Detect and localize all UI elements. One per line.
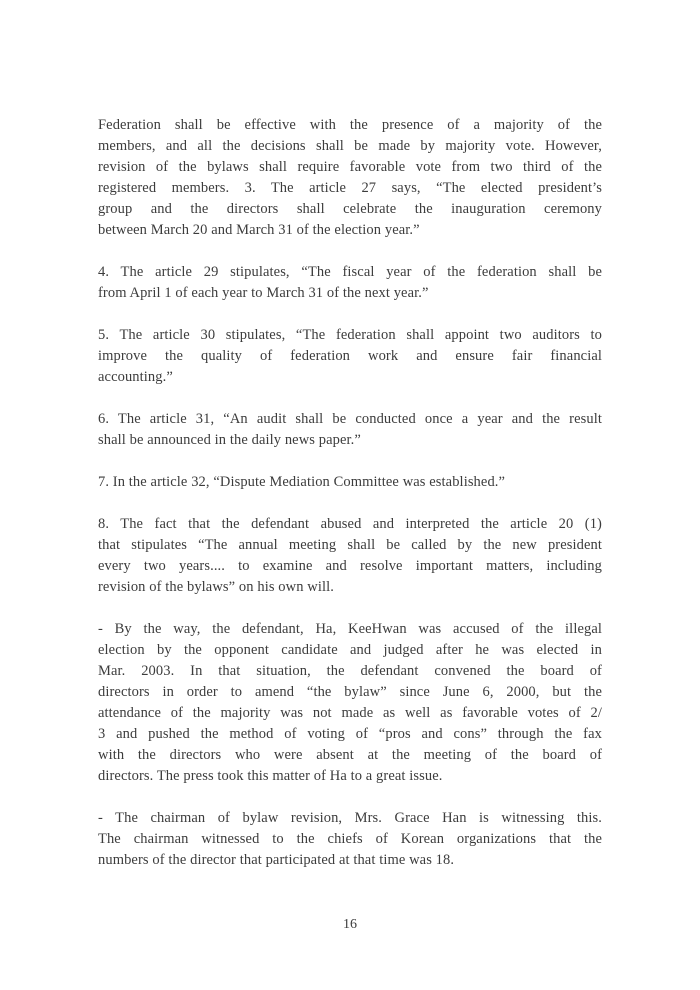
text-line: from April 1 of each year to March 31 of the next year.” — [98, 285, 429, 301]
text-line: improve the quality of federation work and ensure fair financial — [98, 348, 602, 364]
text-line: group and the directors shall celebrate the inauguration ceremony — [98, 201, 602, 217]
text-line: every two years.... to examine and resolve important matters, including — [98, 558, 602, 574]
text-line: revision of the bylaws shall require favorable vote from two third of the — [98, 159, 602, 175]
paragraph — [98, 262, 602, 304]
paragraph — [98, 619, 602, 787]
text-line: - The chairman of bylaw revision, Mrs. Grace Han is witnessing this. — [98, 810, 602, 826]
text-line: election by the opponent candidate and judged after he was elected in — [98, 642, 602, 658]
paragraph — [98, 115, 602, 241]
text-line: accounting.” — [98, 369, 173, 385]
text-line: members, and all the decisions shall be made by majority vote. However, — [98, 138, 602, 154]
text-line: 3 and pushed the method of voting of “pros and cons” through the fax — [98, 726, 602, 742]
text-line: revision of the bylaws” on his own will. — [98, 579, 334, 595]
text-line: with the directors who were absent at the meeting of the board of — [98, 747, 602, 763]
paragraph — [98, 409, 602, 451]
text-line: attendance of the majority was not made as well as favorable votes of 2/ — [98, 705, 602, 721]
text-line: shall be announced in the daily news paper.” — [98, 432, 361, 448]
text-line: - By the way, the defendant, Ha, KeeHwan was accused of the illegal — [98, 621, 602, 637]
text-line: directors. The press took this matter of Ha to a great issue. — [98, 768, 443, 784]
paragraph — [98, 325, 602, 388]
text-line: directors in order to amend “the bylaw” since June 6, 2000, but the — [98, 684, 602, 700]
text-line: between March 20 and March 31 of the election year.” — [98, 222, 420, 238]
paragraph — [98, 514, 602, 598]
text-line: Federation shall be effective with the presence of a majority of the — [98, 117, 602, 133]
text-line: 5. The article 30 stipulates, “The federation shall appoint two auditors to — [98, 327, 602, 343]
text-line: registered members. 3. The article 27 says, “The elected president’s — [98, 180, 602, 196]
text-line: 4. The article 29 stipulates, “The fiscal year of the federation shall be — [98, 264, 602, 280]
text-line: 7. In the article 32, “Dispute Mediation Committee was established.” — [98, 474, 506, 490]
paragraph — [98, 808, 602, 871]
text-line: 6. The article 31, “An audit shall be conducted once a year and the result — [98, 411, 602, 427]
text-line: that stipulates “The annual meeting shall be called by the new president — [98, 537, 602, 553]
text-line: numbers of the director that participated at that time was 18. — [98, 852, 455, 868]
text-line: The chairman witnessed to the chiefs of Korean organizations that the — [98, 831, 602, 847]
text-line: Mar. 2003. In that situation, the defendant convened the board of — [98, 663, 602, 679]
document-body — [98, 115, 602, 892]
paragraph — [98, 472, 602, 493]
page-number: 16 — [343, 917, 357, 932]
text-line: 8. The fact that the defendant abused and interpreted the article 20 (1) — [98, 516, 602, 532]
